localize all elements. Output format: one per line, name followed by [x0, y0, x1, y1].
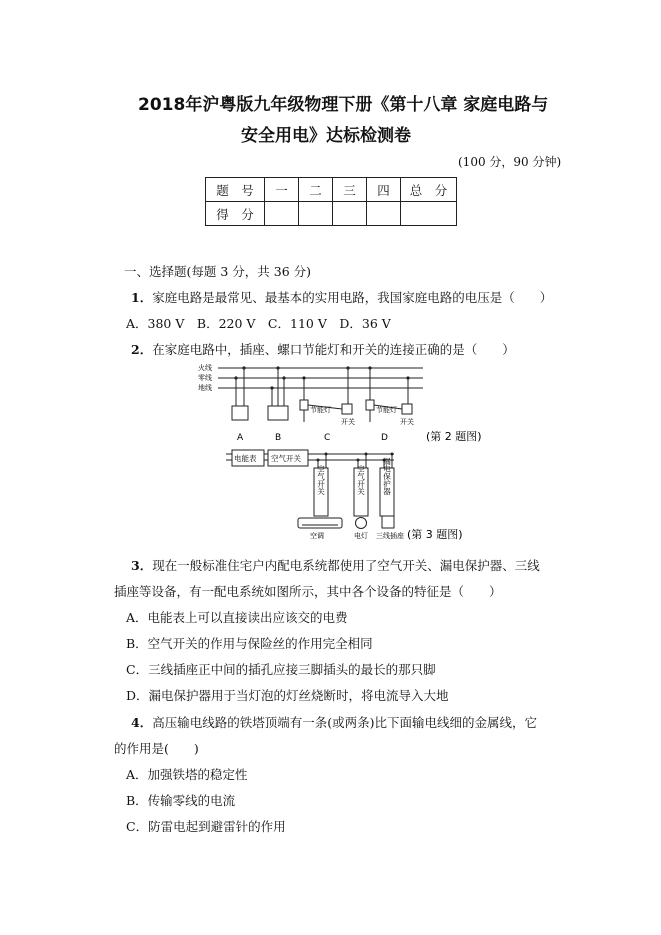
doc-title-line2: 安全用电》达标检测卷	[241, 126, 411, 146]
table-cell: 四	[367, 178, 401, 202]
question-4-option: C．防雷电起到避雷针的作用	[126, 819, 286, 834]
question-text: 在家庭电路中，插座、螺口节能灯和开关的连接正确的是（ ）	[152, 342, 515, 357]
question-number: 4．	[131, 715, 153, 730]
question-4-option: A．加强铁塔的稳定性	[126, 767, 248, 782]
fig2-switch-label: 开关	[341, 418, 355, 426]
figure-2-circuit	[198, 360, 498, 446]
table-cell: 题 号	[206, 178, 265, 202]
question-3-option: A．电能表上可以直接读出应该交的电费	[126, 610, 348, 625]
fig2-wire-fire: 火线	[198, 364, 212, 372]
question-3-option: B．空气开关的作用与保险丝的作用完全相同	[126, 636, 373, 651]
figure-3-distribution	[224, 446, 484, 544]
question-4-line2: 的作用是( )	[114, 741, 199, 756]
question-number: 1．	[131, 290, 153, 305]
fig2-lamp-label: 节能灯	[376, 406, 397, 414]
score-table-score-row	[206, 202, 457, 226]
question-text: 现在一般标准住宅户内配电系统都使用了空气开关、漏电保护器、三线	[152, 558, 540, 573]
fig2-wire-ground: 地线	[198, 384, 212, 392]
table-cell	[401, 202, 457, 226]
question-4-option: B．传输零线的电流	[126, 793, 236, 808]
score-table	[205, 177, 457, 226]
score-table-header-row	[206, 178, 457, 202]
question-3	[131, 556, 540, 574]
fig3-caption: (第 3 题图)	[407, 528, 463, 541]
question-2	[131, 340, 515, 358]
fig2-caption: (第 2 题图)	[426, 430, 482, 443]
table-cell: 一	[265, 178, 299, 202]
fig3-air-switch-label: 空气开关	[316, 465, 326, 495]
fig3-meter-label: 电能表	[234, 454, 257, 463]
question-text: 家庭电路是最常见、最基本的实用电路，我国家庭电路的电压是（ ）	[152, 290, 553, 305]
table-cell	[367, 202, 401, 226]
fig3-ac-label: 空调	[310, 532, 324, 540]
exam-meta: (100 分，90 分钟)	[458, 155, 562, 169]
fig2-option-label: C	[324, 433, 331, 443]
table-cell	[265, 202, 299, 226]
fig3-socket-label: 三线插座	[376, 532, 404, 540]
fig3-air-switch-label: 空气开关	[356, 465, 366, 495]
table-cell	[299, 202, 333, 226]
question-3-line2: 插座等设备，有一配电系统如图所示，其中各个设备的特征是（ ）	[114, 584, 502, 599]
question-number: 3．	[131, 558, 153, 573]
fig3-leak-protector-label: 漏电保护器	[382, 457, 392, 495]
question-1	[131, 288, 552, 306]
table-cell: 三	[333, 178, 367, 202]
question-4	[131, 713, 537, 731]
fig3-lamp-label: 电灯	[354, 532, 368, 540]
table-cell: 得 分	[206, 202, 265, 226]
fig2-switch-label: 开关	[400, 418, 414, 426]
section-heading: 一、选择题(每题 3 分，共 36 分)	[124, 264, 312, 279]
question-text: 高压输电线路的铁塔顶端有一条(或两条)比下面输电线细的金属线，它	[152, 715, 537, 730]
fig2-option-label: B	[275, 433, 282, 443]
question-3-option: C．三线插座正中间的插孔应接三脚插头的最长的那只脚	[126, 662, 436, 677]
fig2-option-label: D	[381, 433, 388, 443]
doc-title-line1: 2018年沪粤版九年级物理下册《第十八章 家庭电路与	[138, 95, 549, 115]
fig2-wire-neutral: 零线	[198, 374, 212, 382]
fig3-main-switch-label: 空气开关	[271, 454, 301, 463]
fig2-option-label: A	[237, 433, 244, 443]
question-3-option: D．漏电保护器用于当灯泡的灯丝烧断时，将电流导入大地	[126, 688, 449, 703]
table-cell	[333, 202, 367, 226]
fig2-lamp-label: 节能灯	[310, 406, 331, 414]
table-cell: 总 分	[401, 178, 457, 202]
question-number: 2．	[131, 342, 153, 357]
question-1-options: A．380 V B．220 V C．110 V D．36 V	[126, 316, 391, 331]
table-cell: 二	[299, 178, 333, 202]
